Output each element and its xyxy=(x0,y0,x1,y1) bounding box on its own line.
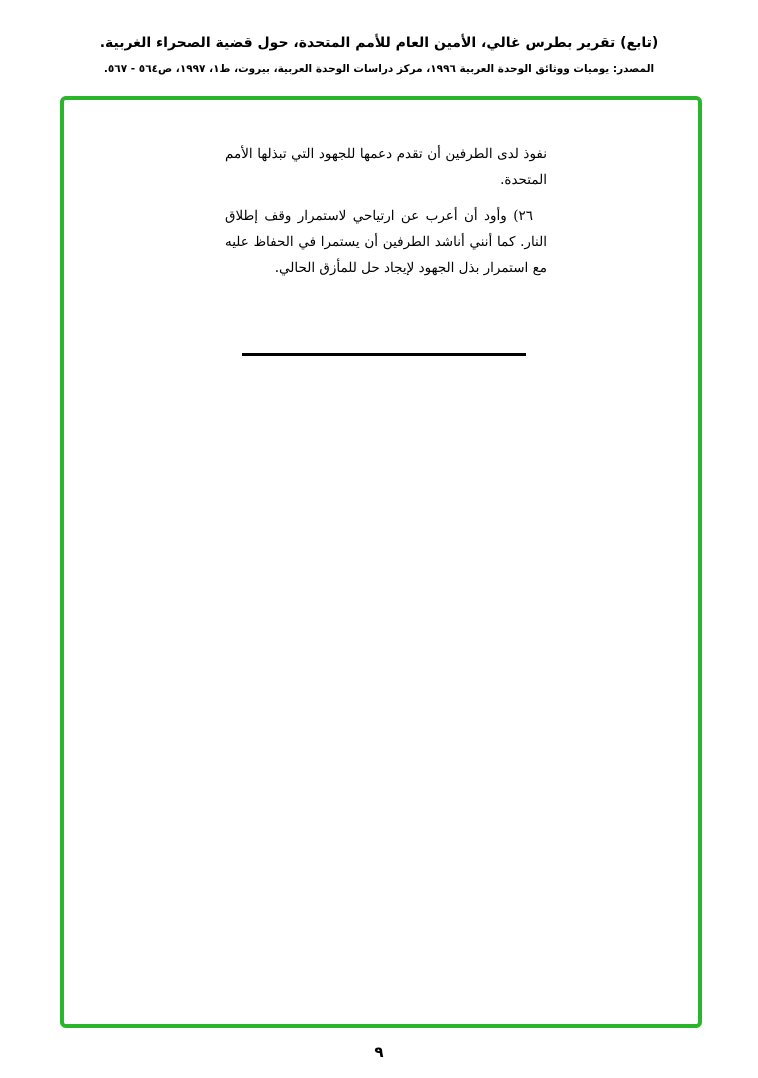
page-number: ٩ xyxy=(374,1043,384,1061)
section-divider xyxy=(242,353,526,356)
source-citation: المصدر: يوميات ووثائق الوحدة العربية ١٩٩٦، مركز دراسات الوحدة العربية، بيروت، ط١، ١٩٩٧، ص٥٦٤ - ٥٦٧. xyxy=(103,63,655,75)
paragraph-2-number: ٢٦) xyxy=(513,208,533,224)
paragraph-2 xyxy=(225,203,547,281)
paragraph-1: نفوذ لدى الطرفين أن تقدم دعمها للجهود التي تبذلها الأمم المتحدة. xyxy=(225,146,547,188)
document-title: (تابع) تقرير بطرس غالي، الأمين العام للأمم المتحدة، حول قضية الصحراء الغربية. xyxy=(99,35,659,51)
body-text xyxy=(225,141,547,281)
paragraph-2-text: وأود أن أعرب عن ارتياحي لاستمرار وقف إطلاق النار. كما أنني أناشد الطرفين أن يستمرا في الحفاظ عليه مع استمرار بذل الجهود لإيجاد حل للمأزق الحالي. xyxy=(225,208,547,276)
